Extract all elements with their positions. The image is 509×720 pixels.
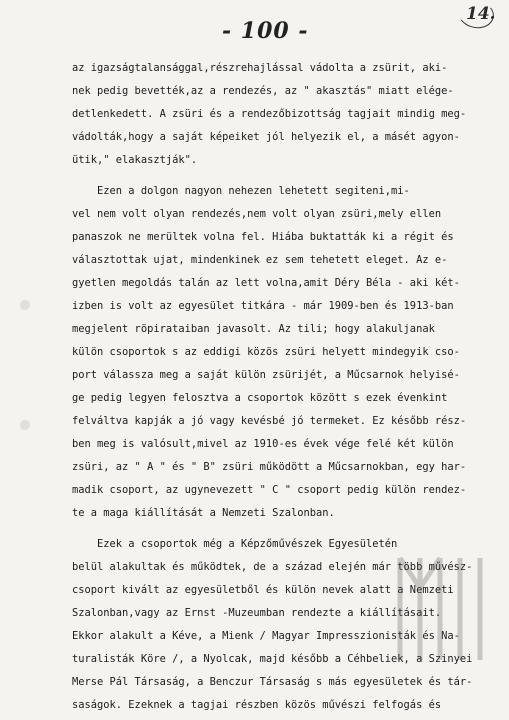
archive-watermark	[392, 548, 488, 668]
text-line: turalisták Köre /, a Nyolcak, majd később a Céhbeliek, a Szinyei	[72, 653, 473, 665]
text-line: Szalonban,vagy az Ernst -Muzeumban rendezte a kiállításait.	[72, 607, 442, 619]
text-line: detlenkedett. A zsüri és a rendezőbizottság tagjait mindig meg-	[72, 108, 467, 120]
sheet-number: 14.	[466, 4, 496, 24]
text-line: nek pedig bevették,az a rendezés, az " akasztás" miatt elége-	[72, 85, 454, 97]
text-line: te a maga kiállítását a Nemzeti Szalonban.	[72, 507, 335, 519]
text-line: megjelent röpirataiban javasolt. Az tili; hogy alakuljanak	[72, 323, 435, 335]
text-line: port válassza meg a saját külön zsürijét, a Műcsarnok helyisé-	[72, 369, 460, 381]
text-line: saságok. Ezeknek a tagjai részben közös művészi felfogás és	[72, 699, 442, 711]
text-line: panaszok ne merültek volna fel. Hiába buktatták ki a régit és	[72, 231, 454, 243]
text-line: ben meg is valósult,mivel az 1910-es évek vége felé két külön	[72, 438, 454, 450]
text-line: felváltva kapják a jó vagy kevésbé jó termeket. Ez később rész-	[72, 415, 467, 427]
text-line: Merse Pál Társaság, a Benczur Társaság s más egyesületek és tár-	[72, 676, 473, 688]
page-number: - 100 -	[222, 18, 309, 44]
text-line: madik csoport, az ugynevezett " C " csoport pedig külön rendez-	[72, 484, 467, 496]
text-line: vádolták,hogy a saját képeiket jól helyezik el, a másét agyon-	[72, 131, 460, 143]
text-line: Ezek a csoportok még a Képzőművészek Egyesületén	[72, 538, 398, 550]
text-line: csoport kivált az egyesületből és külön nevek alatt a Nemzeti	[72, 584, 454, 596]
text-line: gyetlen megoldás talán az lett volna,amit Déry Béla - aki két-	[72, 277, 460, 289]
text-line: választottak ujat, mindenkinek ez sem tehetett eleget. Az e-	[72, 254, 448, 266]
text-line: belül alakultak és működtek, de a század elején már több művész-	[72, 561, 473, 573]
text-line: külön csoportok s az eddigi közös zsüri helyett mindegyik cso-	[72, 346, 460, 358]
text-line: Ekkor alakult a Kéve, a Mienk / Magyar Impresszionisták és Na-	[72, 630, 460, 642]
text-line: Ezen a dolgon nagyon nehezen lehetett segiteni,mi-	[72, 185, 410, 197]
text-line: zsüri, az " A " és " B" zsüri működött a Műcsarnokban, egy har-	[72, 461, 467, 473]
text-line: vel nem volt olyan rendezés,nem volt olyan zsüri,mely ellen	[72, 208, 442, 220]
text-line: az igazságtalansággal,részrehajlással vádolta a zsürit, aki-	[72, 62, 448, 74]
text-line: ge pedig legyen felosztva a csoportok között s ezek évenkint	[72, 392, 448, 404]
text-line: ütik," elakasztják".	[72, 154, 198, 166]
text-line: izben is volt az egyesület titkára - már 1909-ben és 1913-ban	[72, 300, 454, 312]
